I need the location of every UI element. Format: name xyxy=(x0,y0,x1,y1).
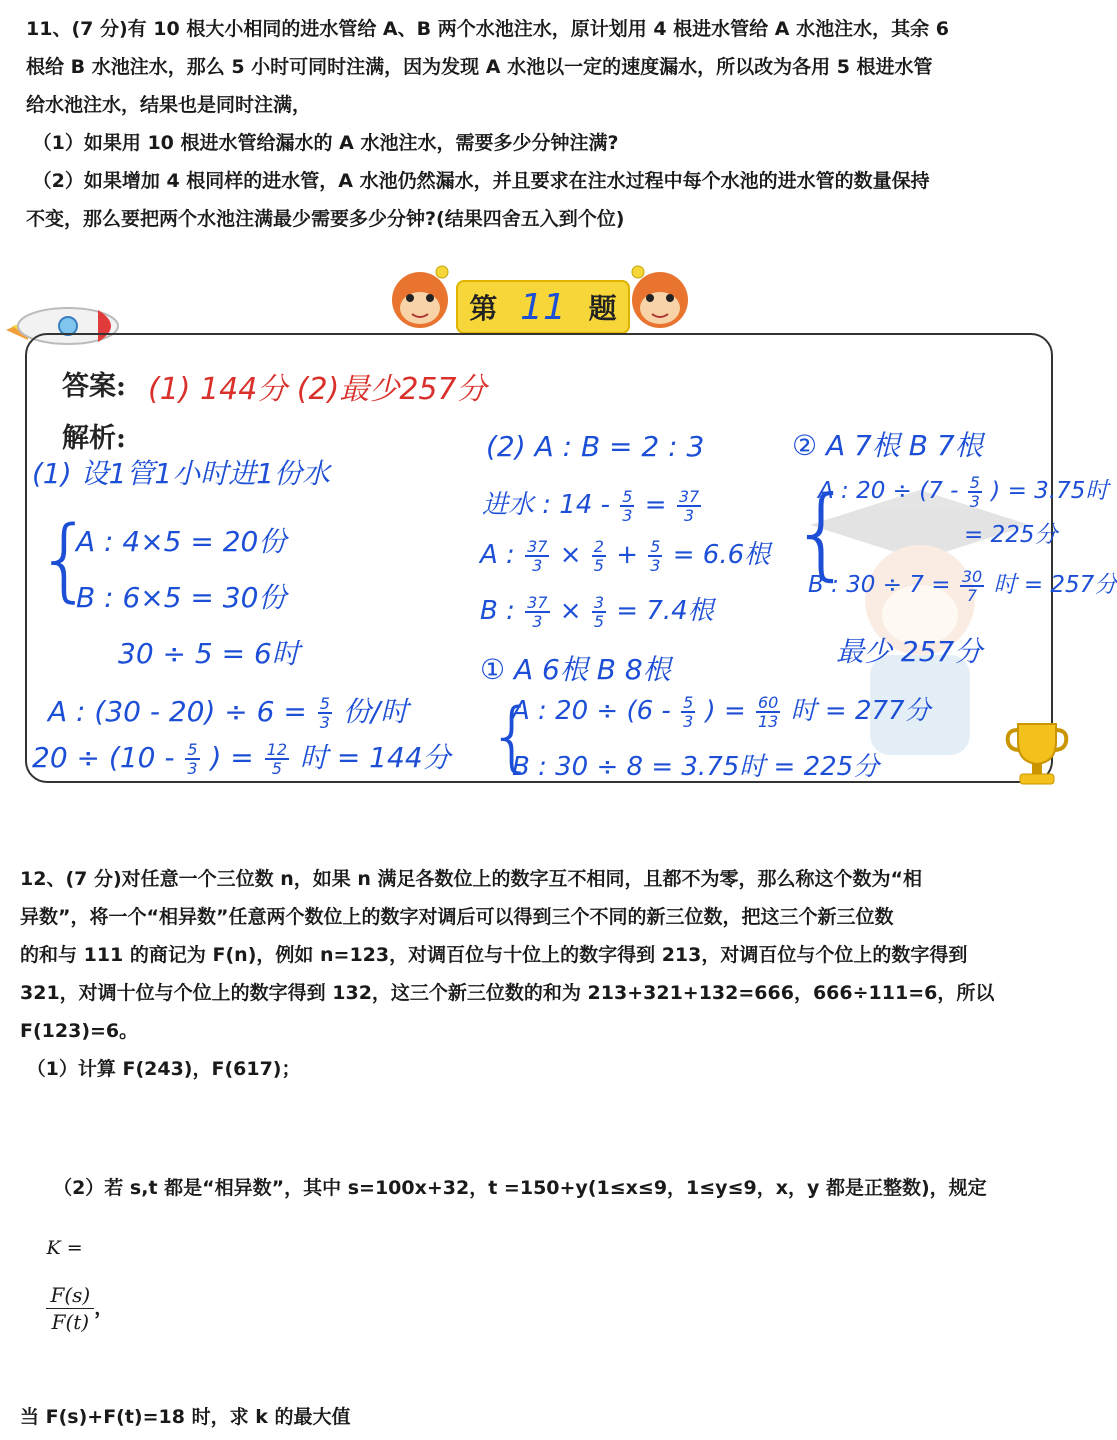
case2-title: ② A 7根 B 7根 xyxy=(792,429,983,462)
case2-a-minutes: = 225分 xyxy=(964,522,1058,548)
question-banner xyxy=(456,280,630,334)
s2-title: (2) A : B = 2 : 3 xyxy=(486,430,705,463)
question-12 xyxy=(20,860,1060,1436)
analysis-label: 解析: xyxy=(62,423,126,454)
s1-result: 20 ÷ (10 - $\frac{5}{3}$ ) = $\frac{12}{5}$ 时 = 144分 xyxy=(32,740,451,778)
fraction: $\frac{5}{3}$ xyxy=(969,472,980,511)
q11-line: 根给 B 水池注水，那么 5 小时可同时注满，因为发现 A 水池以一定的速度漏水，所以改为各用 5 根进水管 xyxy=(26,56,933,78)
s1-leak-pre: A : (30 - 20) ÷ 6 = xyxy=(48,695,307,728)
trophy-icon xyxy=(1004,718,1070,792)
q12-line: F(123)=6。 xyxy=(20,1020,139,1042)
s1-leak xyxy=(48,690,408,731)
s2-inflow: 进水 : 14 - $\frac{5}{3}$ = $\frac{37}{3}$ xyxy=(482,486,700,525)
fraction: $\frac{2}{5}$ xyxy=(593,536,604,575)
fraction: $\frac{5}{3}$ xyxy=(319,694,330,732)
k-variable: K = xyxy=(46,1237,83,1259)
banner-right: 题 xyxy=(588,292,617,325)
fraction: $\frac{37}{3}$ xyxy=(527,592,548,631)
monkey-mascot-icon xyxy=(618,262,702,336)
fraction: $\frac{5}{3}$ xyxy=(187,740,198,778)
fraction: $\frac{3}{5}$ xyxy=(593,592,605,631)
fraction: $\frac{60}{13}$ xyxy=(758,692,779,731)
answer-text: (1) 144分 (2)最少257分 xyxy=(148,372,487,407)
question-11 xyxy=(26,10,1060,238)
answer-label: 答案: xyxy=(62,371,126,402)
s1-leak-post: 份/时 xyxy=(342,695,409,728)
s2-pipes-a: A : $\frac{37}{3}$ × $\frac{2}{5}$ + $\frac{5}{3}$ = 6.6根 xyxy=(480,536,771,575)
fraction: $\frac{12}{5}$ xyxy=(266,740,288,778)
q11-line: （2）如果增加 4 根同样的进水管，A 水池仍然漏水，并且要求在注水过程中每个水池的进水管的数量保持 xyxy=(26,170,930,192)
brace-case2: { xyxy=(790,474,854,591)
min-result: 最少 257分 xyxy=(836,635,983,668)
fraction: $\frac{30}{7}$ xyxy=(961,566,983,605)
q12-part2: （2）若 s,t 都是“相异数”，其中 s=100x+32，t =150+y(1≤x≤9，1≤y≤9，x，y 都是正整数)，规定 K = $\frac{F(s)}{F(t)}$ ， xyxy=(46,1177,987,1334)
monkey-mascot-icon xyxy=(378,262,462,336)
brace-case1: { xyxy=(488,691,537,780)
q11-line: 11、(7 分)有 10 根大小相同的进水管给 A、B 两个水池注水，原计划用 4 根进水管给 A 水池注水，其余 6 xyxy=(26,18,949,40)
case2-b: B : 30 ÷ 7 = $\frac{30}{7}$ 时 = 257分 xyxy=(808,566,1117,605)
case2-a: A : 20 ÷ (7 - $\frac{5}{3}$ ) = 3.75时 xyxy=(818,472,1109,511)
q11-line: 给水池注水，结果也是同时注满， xyxy=(26,94,312,116)
q12-last: 当 F(s)+F(t)=18 时，求 k 的最大值 xyxy=(20,1406,351,1428)
banner-number: 11 xyxy=(520,286,566,328)
brace-left: { xyxy=(36,507,94,612)
s1-a: A : 4×5 = 20份 xyxy=(76,525,287,558)
k-fraction: $\frac{F(s)}{F(t)}$ xyxy=(46,1282,94,1335)
fraction: $\frac{37}{3}$ xyxy=(527,536,548,575)
case1-a: A : 20 ÷ (6 - $\frac{5}{3}$ ) = $\frac{60}{13}$ 时 = 277分 xyxy=(512,692,931,731)
fraction: $\frac{5}{3}$ xyxy=(650,536,661,575)
q11-line: 不变，那么要把两个水池注满最少需要多少分钟?(结果四舍五入到个位) xyxy=(26,208,625,230)
q12-line: 异数”，将一个“相异数”任意两个数位上的数字对调后可以得到三个不同的新三位数，把这三个新三位数 xyxy=(20,906,894,928)
q12-line: 的和与 111 的商记为 F(n)，例如 n=123，对调百位与十位上的数字得到 213，对调百位与个位上的数字得到 xyxy=(20,944,968,966)
q12-line: 12、(7 分)对任意一个三位数 n，如果 n 满足各数位上的数字互不相同，且都不为零，那么称这个数为“相 xyxy=(20,868,923,890)
case1-title: ① A 6根 B 8根 xyxy=(480,653,671,686)
s2-pipes-b: B : $\frac{37}{3}$ × $\frac{3}{5}$ = 7.4根 xyxy=(480,592,714,631)
q12-line: 321，对调十位与个位上的数字得到 132，这三个新三位数的和为 213+321+132=666，666÷111=6，所以 xyxy=(20,982,995,1004)
banner-left: 第 xyxy=(469,292,498,325)
q11-line: （1）如果用 10 根进水管给漏水的 A 水池注水，需要多少分钟注满? xyxy=(26,132,619,154)
s1-b: B : 6×5 = 30份 xyxy=(76,581,287,614)
fraction: $\frac{5}{3}$ xyxy=(622,486,633,525)
fraction: $\frac{5}{3}$ xyxy=(683,692,694,731)
fraction: $\frac{37}{3}$ xyxy=(678,486,700,525)
case1-b: B : 30 ÷ 8 = 3.75时 = 225分 xyxy=(512,752,880,782)
s1-time: 30 ÷ 5 = 6时 xyxy=(118,637,300,670)
s1-title: (1) 设1管1小时进1份水 xyxy=(32,457,331,490)
q12-line: （1）计算 F(243)，F(617)； xyxy=(20,1058,301,1080)
